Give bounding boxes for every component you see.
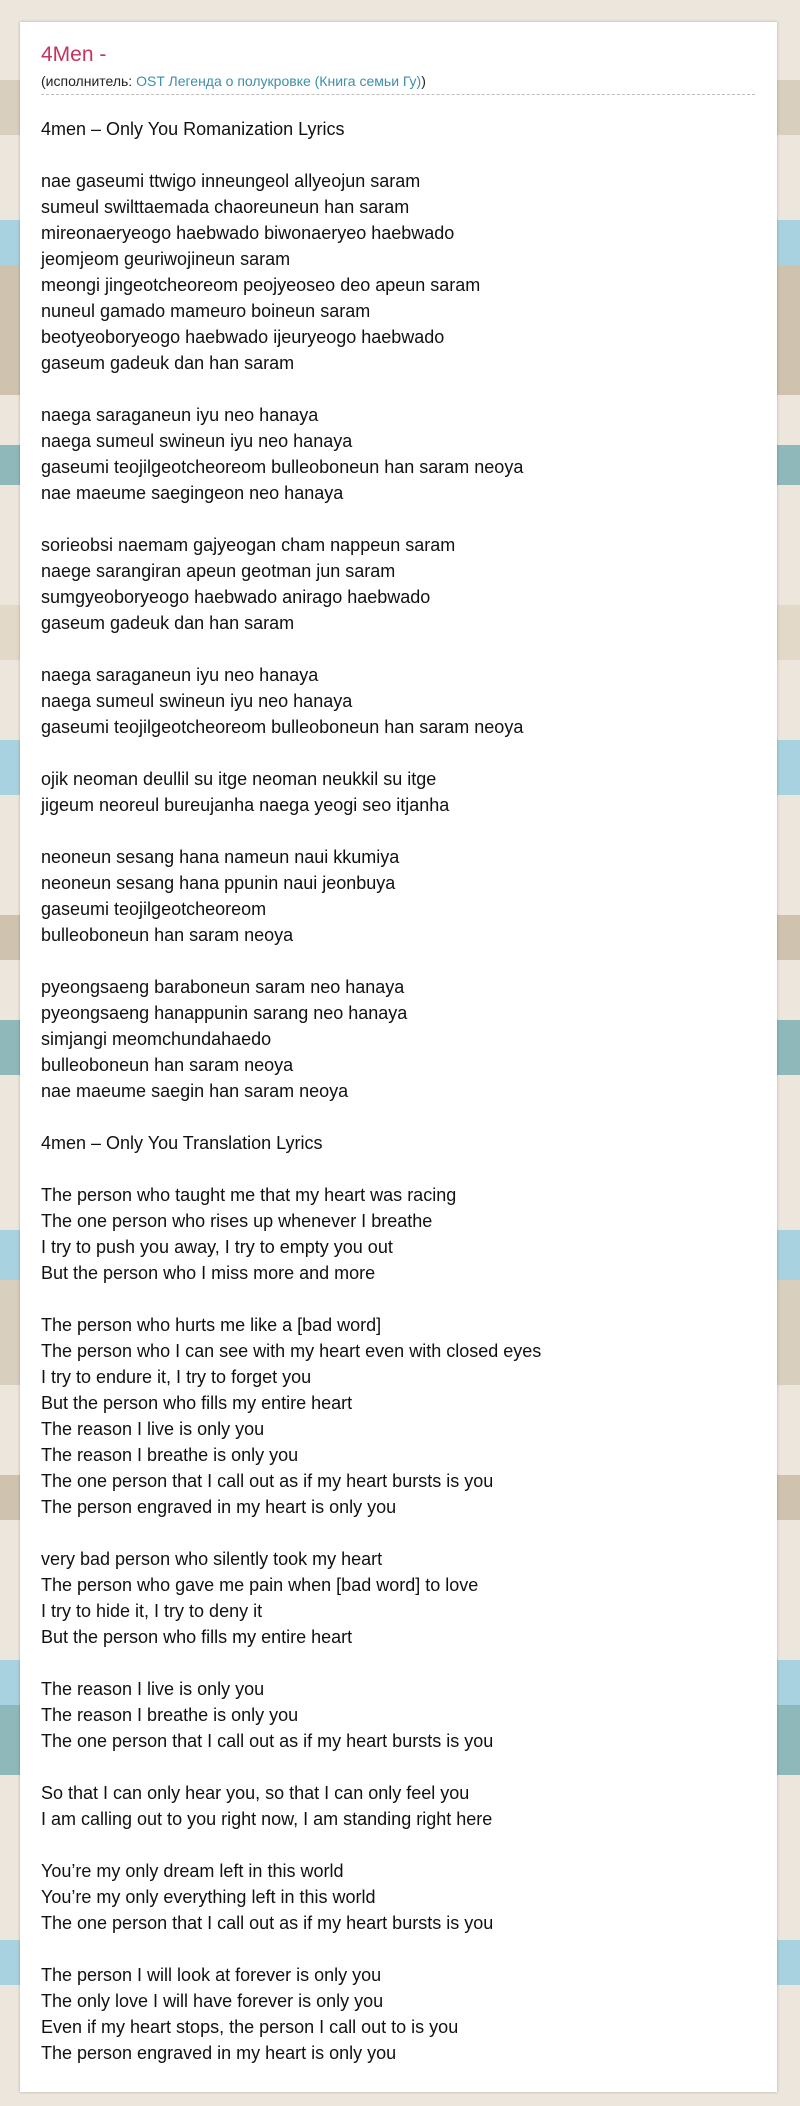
- lyric-line: But the person who I miss more and more: [41, 1263, 376, 1283]
- artist-line: [41, 72, 426, 90]
- stanza-break: [41, 376, 756, 402]
- lyric-line: So that I can only hear you, so that I can only feel you: [41, 1783, 470, 1803]
- lyric-line: simjangi meomchundahaedo: [41, 1029, 272, 1049]
- stanza-break: [41, 506, 756, 532]
- lyric-line: neoneun sesang hana ppunin naui jeonbuya: [41, 873, 396, 893]
- stanza-break: [41, 1156, 756, 1182]
- lyric-line: The one person who rises up whenever I breathe: [41, 1211, 433, 1231]
- lyric-line: bulleoboneun han saram neoya: [41, 925, 294, 945]
- lyric-line: 4men – Only You Translation Lyrics: [41, 1133, 323, 1153]
- stanza-break: [41, 1650, 756, 1676]
- lyric-line: nuneul gamado mameuro boineun saram: [41, 301, 371, 321]
- lyric-line: gaseumi teojilgeotcheoreom bulleoboneun han saram neoya: [41, 717, 524, 737]
- lyric-line: naega sumeul swineun iyu neo hanaya: [41, 691, 353, 711]
- lyric-line: I try to hide it, I try to deny it: [41, 1601, 263, 1621]
- stanza-break: [41, 1832, 756, 1858]
- stanza-break: [41, 636, 756, 662]
- lyric-line: beotyeoboryeogo haebwado ijeuryeogo haebwado: [41, 327, 445, 347]
- stanza-break: [41, 142, 756, 168]
- lyric-line: gaseum gadeuk dan han saram: [41, 353, 295, 373]
- lyrics-text: [41, 116, 756, 2066]
- lyric-line: The one person that I call out as if my heart bursts is you: [41, 1913, 494, 1933]
- lyric-line: pyeongsaeng hanappunin sarang neo hanaya: [41, 1003, 408, 1023]
- stanza-break: [41, 1104, 756, 1130]
- lyric-line: The one person that I call out as if my heart bursts is you: [41, 1731, 494, 1751]
- stanza-break: [41, 740, 756, 766]
- lyric-line: ojik neoman deullil su itge neoman neukkil su itge: [41, 769, 437, 789]
- lyric-line: But the person who fills my entire heart: [41, 1627, 353, 1647]
- stanza-break: [41, 1754, 756, 1780]
- lyric-line: neoneun sesang hana nameun naui kkumiya: [41, 847, 400, 867]
- lyric-line: naega sumeul swineun iyu neo hanaya: [41, 431, 353, 451]
- lyric-line: But the person who fills my entire heart: [41, 1393, 353, 1413]
- lyric-line: Even if my heart stops, the person I call out to is you: [41, 2017, 459, 2037]
- artist-link[interactable]: OST Легенда о полукровке (Книга семьи Гу): [136, 73, 422, 89]
- lyric-line: The one person that I call out as if my heart bursts is you: [41, 1471, 494, 1491]
- lyric-line: I am calling out to you right now, I am standing right here: [41, 1809, 493, 1829]
- stanza-break: [41, 1936, 756, 1962]
- lyric-line: The person who taught me that my heart was racing: [41, 1185, 457, 1205]
- lyric-line: The reason I breathe is only you: [41, 1445, 299, 1465]
- lyric-line: gaseumi teojilgeotcheoreom bulleoboneun han saram neoya: [41, 457, 524, 477]
- lyric-line: very bad person who silently took my heart: [41, 1549, 383, 1569]
- stanza-break: [41, 1286, 756, 1312]
- lyric-line: naega saraganeun iyu neo hanaya: [41, 405, 319, 425]
- lyric-line: The reason I live is only you: [41, 1679, 265, 1699]
- lyric-line: The reason I breathe is only you: [41, 1705, 299, 1725]
- stanza-break: [41, 818, 756, 844]
- lyrics-card: [20, 22, 777, 2092]
- lyric-line: bulleoboneun han saram neoya: [41, 1055, 294, 1075]
- lyric-line: The person who hurts me like a [bad word]: [41, 1315, 382, 1335]
- lyric-line: I try to push you away, I try to empty you out: [41, 1237, 393, 1257]
- lyric-line: The person who gave me pain when [bad word] to love: [41, 1575, 479, 1595]
- lyric-line: pyeongsaeng baraboneun saram neo hanaya: [41, 977, 405, 997]
- lyric-line: naega saraganeun iyu neo hanaya: [41, 665, 319, 685]
- lyric-line: nae gaseumi ttwigo inneungeol allyeojun saram: [41, 171, 421, 191]
- header-divider: [41, 94, 755, 95]
- lyric-line: 4men – Only You Romanization Lyrics: [41, 119, 345, 139]
- lyric-line: jigeum neoreul bureujanha naega yeogi seo itjanha: [41, 795, 450, 815]
- lyric-line: I try to endure it, I try to forget you: [41, 1367, 312, 1387]
- lyric-line: The reason I live is only you: [41, 1419, 265, 1439]
- lyric-line: jeomjeom geuriwojineun saram: [41, 249, 291, 269]
- lyric-line: sumgyeoboryeogo haebwado anirago haebwado: [41, 587, 431, 607]
- lyric-line: sorieobsi naemam gajyeogan cham nappeun saram: [41, 535, 456, 555]
- lyric-line: sumeul swilttaemada chaoreuneun han saram: [41, 197, 410, 217]
- lyric-line: You’re my only dream left in this world: [41, 1861, 344, 1881]
- lyric-line: The only love I will have forever is only you: [41, 1991, 384, 2011]
- lyric-line: The person who I can see with my heart even with closed eyes: [41, 1341, 542, 1361]
- stanza-break: [41, 948, 756, 974]
- lyric-line: You’re my only everything left in this world: [41, 1887, 376, 1907]
- lyric-line: gaseumi teojilgeotcheoreom: [41, 899, 267, 919]
- lyric-line: The person engraved in my heart is only you: [41, 2043, 397, 2063]
- lyric-line: nae maeume saegingeon neo hanaya: [41, 483, 344, 503]
- lyric-line: mireonaeryeogo haebwado biwonaeryeo haebwado: [41, 223, 455, 243]
- lyric-line: The person engraved in my heart is only you: [41, 1497, 397, 1517]
- lyric-line: naege sarangiran apeun geotman jun saram: [41, 561, 396, 581]
- lyric-line: gaseum gadeuk dan han saram: [41, 613, 295, 633]
- artist-prefix: (исполнитель:: [41, 73, 137, 89]
- lyric-line: The person I will look at forever is only you: [41, 1965, 382, 1985]
- stanza-break: [41, 1520, 756, 1546]
- lyric-line: nae maeume saegin han saram neoya: [41, 1081, 349, 1101]
- song-title: 4Men -: [41, 43, 107, 66]
- lyric-line: meongi jingeotcheoreom peojyeoseo deo apeun saram: [41, 275, 481, 295]
- artist-suffix: ): [421, 73, 426, 89]
